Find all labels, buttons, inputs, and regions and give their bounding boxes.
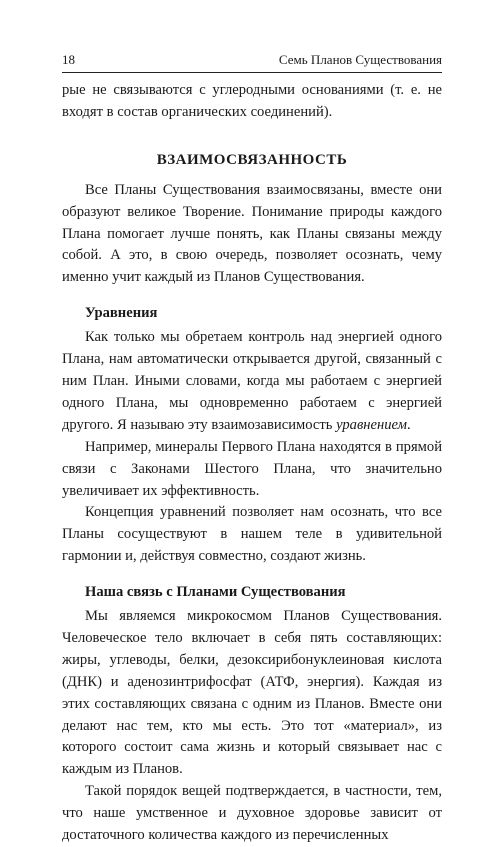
subheading-equations: Уравнения [85,305,158,322]
emphasis-equation: уравнением [336,416,407,433]
paragraph-equations [62,327,442,437]
subheading-our-connection: Наша связь с Планами Существования [85,584,346,601]
paragraph-interconnection: Все Планы Существования взаимосвязаны, вместе они образуют великое Творение. Понимание природы каждого Плана помогает лучше понять, как Планы связаны между собой. А это, в свою очередь, позволяет осознать, чему именно учит каждый из Планов Существования. [62,181,442,286]
paragraph-continuation: рые не связываются с углеродными основаниями (т. е. не входят в состав органических соединений). [62,82,442,120]
header-rule [62,72,442,73]
page-header [62,52,442,68]
paragraph-concept: Концепция уравнений позволяет нам осознать, что все Планы сосуществуют в нашем теле в удивительной гармонии и, действуя совместно, создают жизнь. [62,504,442,565]
paragraph-microcosm: Мы являемся микрокосмом Планов Существования. Человеческое тело включает в себя пять составляющих: жиры, углеводы, белки, дезоксирибонуклеиновая кислота (ДНК) и аденозинтрифосфат (АТФ, энергия). Каждая из этих составляющих связана с одним из Планов. Вместе они делают нас тем, кто мы есть. Это тот «материал», из которого состоит сама жизнь и который связывает нас с каждым из Планов. [62,608,442,778]
paragraph-equations-text: Как только мы обретаем контроль над энергией одного Плана, нам автоматически открывается другой, связанный с ним План. Иными словами, когда мы работаем с энергией одного Плана, мы одновременно работаем с энергией другого. Я называю эту взаимозависимость [62,329,442,433]
paragraph-order: Такой порядок вещей подтверждается, в частности, тем, что наше умственное и духовное здоровье зависит от достаточного количества каждого из перечисленных [62,783,442,844]
paragraph-equations-end: . [407,416,411,433]
running-title: Семь Планов Существования [278,52,442,67]
page-number: 18 [62,52,75,67]
paragraph-minerals: Например, минералы Первого Плана находятся в прямой связи с Законами Шестого Плана, что значительно увеличивает их эффективность. [62,438,442,499]
page-body [62,80,442,847]
section-title: ВЗАИМОСВЯЗАННОСТЬ [156,151,348,168]
